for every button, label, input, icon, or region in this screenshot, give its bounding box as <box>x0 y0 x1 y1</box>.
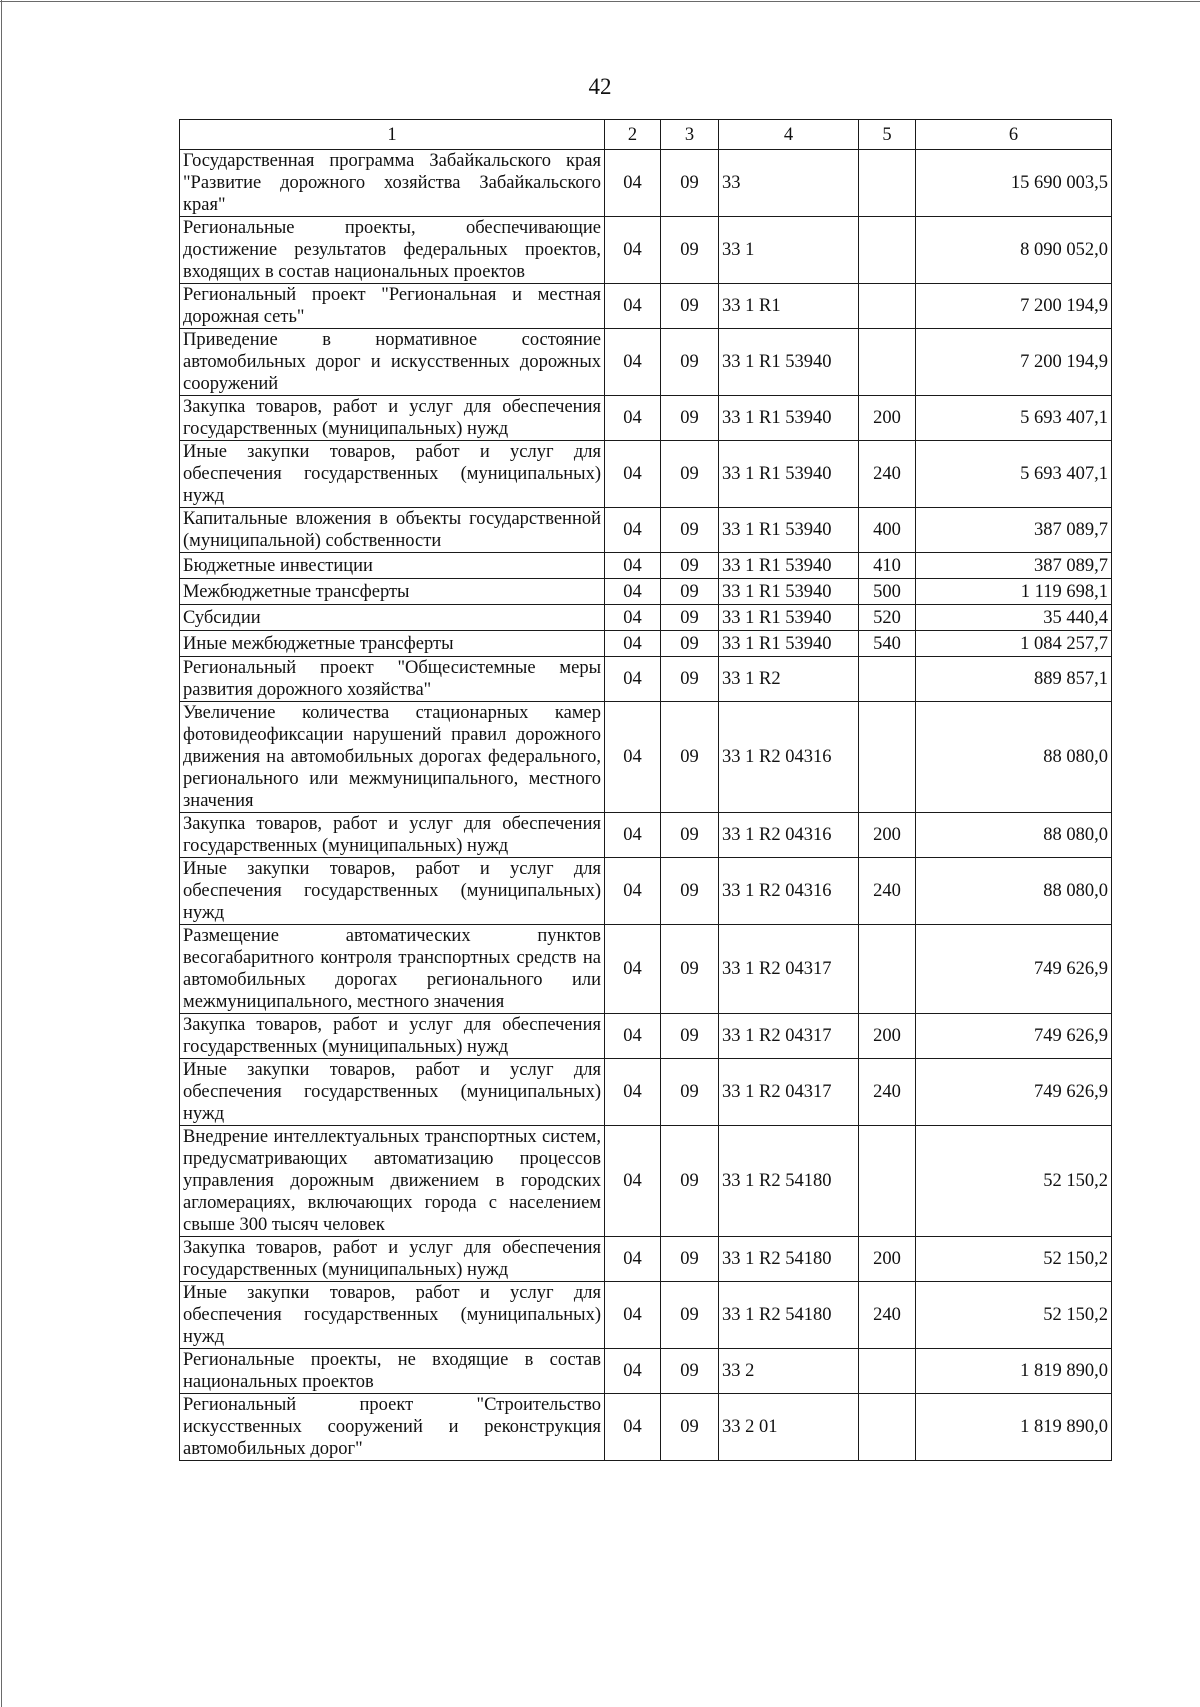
row-amount-cell: 1 819 890,0 <box>916 1394 1112 1461</box>
row-section-cell: 04 <box>605 508 661 553</box>
row-name-cell: Закупка товаров, работ и услуг для обеспечения государственных (муниципальных) нужд <box>180 813 605 858</box>
table-row <box>180 553 1112 579</box>
row-amount-cell: 5 693 407,1 <box>916 441 1112 508</box>
budget-table <box>179 119 1112 1461</box>
table-row <box>180 508 1112 553</box>
row-subsection-cell: 09 <box>661 858 719 925</box>
row-section-cell: 04 <box>605 396 661 441</box>
row-section-cell: 04 <box>605 925 661 1014</box>
row-expense-type-cell <box>859 1394 916 1461</box>
row-section-cell: 04 <box>605 605 661 631</box>
row-amount-cell: 7 200 194,9 <box>916 329 1112 396</box>
row-name-cell: Бюджетные инвестиции <box>180 553 605 579</box>
row-section-cell: 04 <box>605 1014 661 1059</box>
row-section-cell: 04 <box>605 217 661 284</box>
row-section-cell: 04 <box>605 702 661 813</box>
row-expense-type-cell: 400 <box>859 508 916 553</box>
row-name-cell: Иные межбюджетные трансферты <box>180 631 605 657</box>
row-section-cell: 04 <box>605 813 661 858</box>
table-row <box>180 1237 1112 1282</box>
table-row <box>180 925 1112 1014</box>
row-target-article-cell: 33 1 R2 04316 <box>719 858 859 925</box>
row-name-cell: Размещение автоматических пунктов весогабаритного контроля транспортных средств на автомобильных дорогах регионального или межмуниципального, местного значения <box>180 925 605 1014</box>
row-amount-cell: 1 084 257,7 <box>916 631 1112 657</box>
header-col-1: 1 <box>180 120 605 150</box>
row-expense-type-cell: 240 <box>859 858 916 925</box>
row-section-cell: 04 <box>605 858 661 925</box>
row-section-cell: 04 <box>605 441 661 508</box>
row-section-cell: 04 <box>605 631 661 657</box>
row-amount-cell: 749 626,9 <box>916 925 1112 1014</box>
row-target-article-cell: 33 1 R1 53940 <box>719 605 859 631</box>
scan-edge-top <box>0 1 1200 2</box>
header-col-5: 5 <box>859 120 916 150</box>
row-target-article-cell: 33 2 <box>719 1349 859 1394</box>
page-number: 42 <box>588 74 612 99</box>
row-target-article-cell: 33 1 R2 <box>719 657 859 702</box>
row-expense-type-cell: 200 <box>859 1014 916 1059</box>
budget-table-body <box>180 120 1112 1461</box>
row-amount-cell: 52 150,2 <box>916 1282 1112 1349</box>
header-col-2: 2 <box>605 120 661 150</box>
row-expense-type-cell <box>859 150 916 217</box>
row-subsection-cell: 09 <box>661 1126 719 1237</box>
row-section-cell: 04 <box>605 284 661 329</box>
row-expense-type-cell: 200 <box>859 1237 916 1282</box>
row-target-article-cell: 33 1 <box>719 217 859 284</box>
row-name-cell: Закупка товаров, работ и услуг для обеспечения государственных (муниципальных) нужд <box>180 396 605 441</box>
row-section-cell: 04 <box>605 1237 661 1282</box>
row-amount-cell: 7 200 194,9 <box>916 284 1112 329</box>
row-expense-type-cell <box>859 329 916 396</box>
table-row <box>180 657 1112 702</box>
row-section-cell: 04 <box>605 1059 661 1126</box>
row-expense-type-cell <box>859 925 916 1014</box>
row-target-article-cell: 33 1 R1 53940 <box>719 579 859 605</box>
row-section-cell: 04 <box>605 1126 661 1237</box>
row-subsection-cell: 09 <box>661 631 719 657</box>
row-target-article-cell: 33 1 R1 53940 <box>719 441 859 508</box>
row-name-cell: Региональные проекты, не входящие в состав национальных проектов <box>180 1349 605 1394</box>
row-subsection-cell: 09 <box>661 1349 719 1394</box>
table-row <box>180 702 1112 813</box>
row-section-cell: 04 <box>605 579 661 605</box>
row-name-cell: Субсидии <box>180 605 605 631</box>
row-amount-cell: 1 119 698,1 <box>916 579 1112 605</box>
row-section-cell: 04 <box>605 1349 661 1394</box>
row-subsection-cell: 09 <box>661 579 719 605</box>
table-row <box>180 1349 1112 1394</box>
row-expense-type-cell <box>859 702 916 813</box>
row-amount-cell: 749 626,9 <box>916 1059 1112 1126</box>
row-amount-cell: 5 693 407,1 <box>916 396 1112 441</box>
table-row <box>180 396 1112 441</box>
row-expense-type-cell: 200 <box>859 813 916 858</box>
row-expense-type-cell: 540 <box>859 631 916 657</box>
row-target-article-cell: 33 1 R2 54180 <box>719 1282 859 1349</box>
row-expense-type-cell <box>859 1349 916 1394</box>
row-target-article-cell: 33 1 R2 54180 <box>719 1126 859 1237</box>
row-section-cell: 04 <box>605 329 661 396</box>
row-name-cell: Региональные проекты, обеспечивающие достижение результатов федеральных проектов, входящих в состав национальных проектов <box>180 217 605 284</box>
table-row <box>180 441 1112 508</box>
table-header-row <box>180 120 1112 150</box>
row-amount-cell: 35 440,4 <box>916 605 1112 631</box>
row-name-cell: Иные закупки товаров, работ и услуг для обеспечения государственных (муниципальных) нужд <box>180 858 605 925</box>
row-target-article-cell: 33 1 R2 54180 <box>719 1237 859 1282</box>
table-row <box>180 605 1112 631</box>
row-target-article-cell: 33 1 R1 53940 <box>719 553 859 579</box>
row-section-cell: 04 <box>605 1282 661 1349</box>
row-expense-type-cell: 240 <box>859 1282 916 1349</box>
table-row <box>180 858 1112 925</box>
row-name-cell: Внедрение интеллектуальных транспортных систем, предусматривающих автоматизацию процессов управления дорожным движением в городских агломерациях, включающих города с населением свыше 300 тысяч человек <box>180 1126 605 1237</box>
row-subsection-cell: 09 <box>661 553 719 579</box>
row-expense-type-cell <box>859 1126 916 1237</box>
row-target-article-cell: 33 1 R2 04317 <box>719 925 859 1014</box>
row-subsection-cell: 09 <box>661 1014 719 1059</box>
row-target-article-cell: 33 1 R2 04317 <box>719 1059 859 1126</box>
row-target-article-cell: 33 1 R1 <box>719 284 859 329</box>
row-amount-cell: 8 090 052,0 <box>916 217 1112 284</box>
table-row <box>180 217 1112 284</box>
row-target-article-cell: 33 1 R1 53940 <box>719 329 859 396</box>
row-name-cell: Иные закупки товаров, работ и услуг для обеспечения государственных (муниципальных) нужд <box>180 1059 605 1126</box>
row-target-article-cell: 33 1 R2 04317 <box>719 1014 859 1059</box>
row-name-cell: Закупка товаров, работ и услуг для обеспечения государственных (муниципальных) нужд <box>180 1237 605 1282</box>
row-expense-type-cell: 240 <box>859 1059 916 1126</box>
row-amount-cell: 88 080,0 <box>916 858 1112 925</box>
table-row <box>180 1394 1112 1461</box>
row-amount-cell: 15 690 003,5 <box>916 150 1112 217</box>
row-amount-cell: 88 080,0 <box>916 813 1112 858</box>
header-col-4: 4 <box>719 120 859 150</box>
row-subsection-cell: 09 <box>661 1282 719 1349</box>
row-subsection-cell: 09 <box>661 925 719 1014</box>
row-expense-type-cell: 200 <box>859 396 916 441</box>
row-subsection-cell: 09 <box>661 396 719 441</box>
row-section-cell: 04 <box>605 657 661 702</box>
table-row <box>180 1126 1112 1237</box>
table-row <box>180 1282 1112 1349</box>
table-row <box>180 1059 1112 1126</box>
row-name-cell: Государственная программа Забайкальского края "Развитие дорожного хозяйства Забайкальского края" <box>180 150 605 217</box>
row-target-article-cell: 33 2 01 <box>719 1394 859 1461</box>
row-name-cell: Иные закупки товаров, работ и услуг для обеспечения государственных (муниципальных) нужд <box>180 441 605 508</box>
row-amount-cell: 889 857,1 <box>916 657 1112 702</box>
row-subsection-cell: 09 <box>661 508 719 553</box>
row-target-article-cell: 33 1 R1 53940 <box>719 508 859 553</box>
row-name-cell: Межбюджетные трансферты <box>180 579 605 605</box>
row-target-article-cell: 33 1 R1 53940 <box>719 396 859 441</box>
row-name-cell: Региональный проект "Региональная и местная дорожная сеть" <box>180 284 605 329</box>
table-row <box>180 631 1112 657</box>
row-target-article-cell: 33 <box>719 150 859 217</box>
row-subsection-cell: 09 <box>661 150 719 217</box>
scan-edge-left <box>1 0 2 1707</box>
row-subsection-cell: 09 <box>661 1059 719 1126</box>
row-name-cell: Закупка товаров, работ и услуг для обеспечения государственных (муниципальных) нужд <box>180 1014 605 1059</box>
row-expense-type-cell: 500 <box>859 579 916 605</box>
row-section-cell: 04 <box>605 1394 661 1461</box>
header-col-3: 3 <box>661 120 719 150</box>
row-subsection-cell: 09 <box>661 1394 719 1461</box>
row-subsection-cell: 09 <box>661 657 719 702</box>
row-section-cell: 04 <box>605 553 661 579</box>
header-col-6: 6 <box>916 120 1112 150</box>
table-row <box>180 579 1112 605</box>
row-target-article-cell: 33 1 R1 53940 <box>719 631 859 657</box>
row-amount-cell: 52 150,2 <box>916 1126 1112 1237</box>
row-subsection-cell: 09 <box>661 702 719 813</box>
row-subsection-cell: 09 <box>661 217 719 284</box>
row-name-cell: Приведение в нормативное состояние автомобильных дорог и искусственных дорожных сооружений <box>180 329 605 396</box>
row-name-cell: Региональный проект "Общесистемные меры развития дорожного хозяйства" <box>180 657 605 702</box>
row-name-cell: Региональный проект "Строительство искусственных сооружений и реконструкция автомобильных дорог" <box>180 1394 605 1461</box>
row-amount-cell: 387 089,7 <box>916 508 1112 553</box>
table-row <box>180 329 1112 396</box>
row-expense-type-cell: 520 <box>859 605 916 631</box>
row-amount-cell: 749 626,9 <box>916 1014 1112 1059</box>
row-subsection-cell: 09 <box>661 284 719 329</box>
row-section-cell: 04 <box>605 150 661 217</box>
row-amount-cell: 387 089,7 <box>916 553 1112 579</box>
row-amount-cell: 1 819 890,0 <box>916 1349 1112 1394</box>
row-name-cell: Иные закупки товаров, работ и услуг для обеспечения государственных (муниципальных) нужд <box>180 1282 605 1349</box>
table-row <box>180 284 1112 329</box>
row-target-article-cell: 33 1 R2 04316 <box>719 702 859 813</box>
row-subsection-cell: 09 <box>661 605 719 631</box>
row-amount-cell: 88 080,0 <box>916 702 1112 813</box>
row-expense-type-cell: 410 <box>859 553 916 579</box>
row-expense-type-cell <box>859 284 916 329</box>
row-name-cell: Увеличение количества стационарных камер фотовидеофиксации нарушений правил дорожного движения на автомобильных дорогах федерального, регионального или межмуниципального, местного значения <box>180 702 605 813</box>
row-expense-type-cell: 240 <box>859 441 916 508</box>
row-subsection-cell: 09 <box>661 329 719 396</box>
table-row <box>180 150 1112 217</box>
table-row <box>180 1014 1112 1059</box>
row-subsection-cell: 09 <box>661 441 719 508</box>
table-row <box>180 813 1112 858</box>
row-expense-type-cell <box>859 217 916 284</box>
row-subsection-cell: 09 <box>661 1237 719 1282</box>
row-name-cell: Капитальные вложения в объекты государственной (муниципальной) собственности <box>180 508 605 553</box>
row-expense-type-cell <box>859 657 916 702</box>
row-amount-cell: 52 150,2 <box>916 1237 1112 1282</box>
row-target-article-cell: 33 1 R2 04316 <box>719 813 859 858</box>
row-subsection-cell: 09 <box>661 813 719 858</box>
